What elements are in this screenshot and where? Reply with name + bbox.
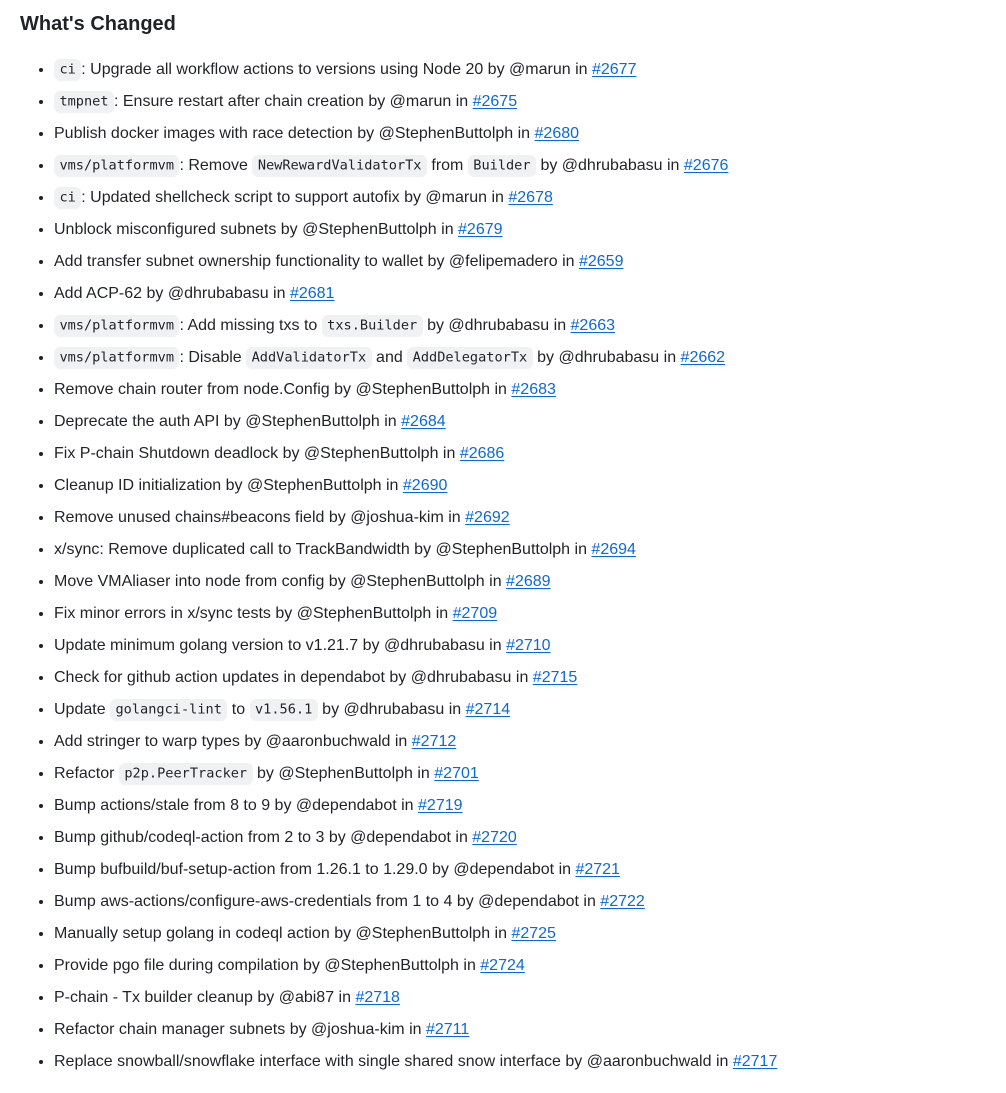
pr-link[interactable]: #2690 xyxy=(402,477,448,494)
pr-link[interactable]: #2676 xyxy=(683,157,729,174)
pr-link[interactable]: #2710 xyxy=(506,637,551,654)
item-text: by @dhrubabasu in xyxy=(317,701,466,718)
list-item xyxy=(54,857,986,882)
pr-link[interactable]: #2714 xyxy=(465,701,511,718)
pr-link[interactable]: #2711 xyxy=(425,1021,470,1038)
list-item xyxy=(54,1049,986,1074)
item-text: Bump bufbuild/buf-setup-action from 1.26.1 to 1.29.0 by @dependabot in xyxy=(54,861,576,878)
code-span: vms/platformvm xyxy=(54,347,179,368)
list-item xyxy=(54,665,986,690)
list-item xyxy=(54,985,986,1010)
code-span: ci xyxy=(54,59,81,80)
item-text: Cleanup ID initialization by @StephenButtolph in xyxy=(54,477,403,494)
item-text: from xyxy=(426,157,468,174)
list-item xyxy=(54,441,986,466)
pr-link[interactable]: #2679 xyxy=(458,221,503,238)
list-item xyxy=(54,793,986,818)
code-span: tmpnet xyxy=(54,91,114,112)
list-item xyxy=(54,601,986,626)
pr-link[interactable]: #2721 xyxy=(575,861,620,878)
item-text: by @dhrubabasu in xyxy=(536,157,684,174)
item-text: to xyxy=(227,701,250,718)
item-text: by @StephenButtolph in xyxy=(252,765,435,782)
pr-link[interactable]: #2659 xyxy=(578,253,624,270)
list-item xyxy=(54,729,986,754)
item-text: : Disable xyxy=(179,349,247,366)
list-item xyxy=(54,121,986,146)
list-item xyxy=(54,377,986,402)
list-item xyxy=(54,345,986,370)
item-text: Manually setup golang in codeql action by @StephenButtolph in xyxy=(54,925,512,942)
pr-link[interactable]: #2681 xyxy=(289,285,335,302)
pr-link[interactable]: #2722 xyxy=(600,893,645,910)
code-span: vms/platformvm xyxy=(54,315,179,336)
item-text: Add transfer subnet ownership functionality to wallet by @felipemadero in xyxy=(54,253,579,270)
item-text: Refactor xyxy=(54,765,119,782)
pr-link[interactable]: #2683 xyxy=(511,381,556,398)
item-text: Check for github action updates in dependabot by @dhrubabasu in xyxy=(54,669,533,686)
item-text: by @dhrubabasu in xyxy=(532,349,681,366)
pr-link[interactable]: #2677 xyxy=(591,61,637,78)
item-text: Fix minor errors in x/sync tests by @StephenButtolph in xyxy=(54,605,453,622)
item-text: x/sync: Remove duplicated call to TrackBandwidth by @StephenButtolph in xyxy=(54,541,592,558)
item-text: : Updated shellcheck script to support autofix by @marun in xyxy=(81,189,509,206)
code-span: v1.56.1 xyxy=(250,699,318,720)
item-text: : Add missing txs to xyxy=(179,317,322,334)
pr-link[interactable]: #2680 xyxy=(534,125,580,142)
list-item xyxy=(54,249,986,274)
pr-link[interactable]: #2712 xyxy=(411,733,457,750)
item-text: Remove unused chains#beacons field by @joshua-kim in xyxy=(54,509,466,526)
list-item xyxy=(54,569,986,594)
list-item xyxy=(54,473,986,498)
item-text: by @dhrubabasu in xyxy=(422,317,571,334)
item-text: Update minimum golang version to v1.21.7 by @dhrubabasu in xyxy=(54,637,507,654)
changelog-list xyxy=(20,57,986,1074)
pr-link[interactable]: #2663 xyxy=(570,317,616,334)
code-span: ci xyxy=(54,187,81,208)
pr-link[interactable]: #2719 xyxy=(418,797,463,814)
item-text: P-chain - Tx builder cleanup by @abi87 in xyxy=(54,989,356,1006)
pr-link[interactable]: #2686 xyxy=(459,445,505,462)
code-span: golangci-lint xyxy=(110,699,227,720)
pr-link[interactable]: #2715 xyxy=(532,669,578,686)
item-text: : Ensure restart after chain creation by @marun in xyxy=(113,93,473,110)
pr-link[interactable]: #2684 xyxy=(401,413,446,430)
item-text: Provide pgo file during compilation by @StephenButtolph in xyxy=(54,957,481,974)
list-item xyxy=(54,217,986,242)
list-item xyxy=(54,505,986,530)
list-item xyxy=(54,761,986,786)
item-text: Bump github/codeql-action from 2 to 3 by @dependabot in xyxy=(54,829,473,846)
code-span: NewRewardValidatorTx xyxy=(252,155,427,176)
whats-changed-heading: What's Changed xyxy=(20,13,176,35)
pr-link[interactable]: #2718 xyxy=(355,989,400,1006)
code-span: vms/platformvm xyxy=(54,155,179,176)
item-text: Remove chain router from node.Config by @StephenButtolph in xyxy=(54,381,512,398)
pr-link[interactable]: #2694 xyxy=(591,541,636,558)
list-item xyxy=(54,633,986,658)
item-text: Bump actions/stale from 8 to 9 by @dependabot in xyxy=(54,797,419,814)
pr-link[interactable]: #2724 xyxy=(480,957,525,974)
item-text: Replace snowball/snowflake interface with single shared snow interface by @aaronbuchwald in xyxy=(54,1053,733,1070)
list-item xyxy=(54,825,986,850)
item-text: Add stringer to warp types by @aaronbuchwald in xyxy=(54,733,412,750)
pr-link[interactable]: #2662 xyxy=(680,349,726,366)
code-span: AddDelegatorTx xyxy=(407,347,532,368)
code-span: txs.Builder xyxy=(322,315,423,336)
list-item xyxy=(54,697,986,722)
item-text: Bump aws-actions/configure-aws-credentials from 1 to 4 by @dependabot in xyxy=(54,893,601,910)
list-item xyxy=(54,185,986,210)
item-text: Update xyxy=(54,701,111,718)
code-span: Builder xyxy=(468,155,536,176)
list-item xyxy=(54,1017,986,1042)
list-item xyxy=(54,153,986,178)
pr-link[interactable]: #2689 xyxy=(506,573,551,590)
pr-link[interactable]: #2678 xyxy=(508,189,553,206)
list-item xyxy=(54,313,986,338)
code-span: AddValidatorTx xyxy=(246,347,371,368)
pr-link[interactable]: #2720 xyxy=(472,829,517,846)
item-text: Refactor chain manager subnets by @joshua-kim in xyxy=(54,1021,426,1038)
pr-link[interactable]: #2692 xyxy=(465,509,510,526)
item-text: Fix P-chain Shutdown deadlock by @StephenButtolph in xyxy=(54,445,460,462)
list-item xyxy=(54,921,986,946)
item-text: Deprecate the auth API by @StephenButtolph in xyxy=(54,413,402,430)
list-item xyxy=(54,57,986,82)
pr-link[interactable]: #2709 xyxy=(452,605,498,622)
pr-link[interactable]: #2701 xyxy=(434,765,479,782)
pr-link[interactable]: #2717 xyxy=(732,1053,778,1070)
list-item xyxy=(54,537,986,562)
item-text: Publish docker images with race detection by @StephenButtolph in xyxy=(54,125,535,142)
list-item xyxy=(54,281,986,306)
list-item xyxy=(54,953,986,978)
item-text: Move VMAliaser into node from config by @StephenButtolph in xyxy=(54,573,507,590)
item-text: and xyxy=(371,349,408,366)
list-item xyxy=(54,889,986,914)
pr-link[interactable]: #2675 xyxy=(472,93,518,110)
list-item xyxy=(54,409,986,434)
item-text: : Remove xyxy=(179,157,253,174)
item-text: Add ACP-62 by @dhrubabasu in xyxy=(54,285,290,302)
pr-link[interactable]: #2725 xyxy=(511,925,556,942)
item-text: : Upgrade all workflow actions to versions using Node 20 by @marun in xyxy=(81,61,592,78)
list-item xyxy=(54,89,986,114)
item-text: Unblock misconfigured subnets by @StephenButtolph in xyxy=(54,221,459,238)
code-span: p2p.PeerTracker xyxy=(119,763,253,784)
